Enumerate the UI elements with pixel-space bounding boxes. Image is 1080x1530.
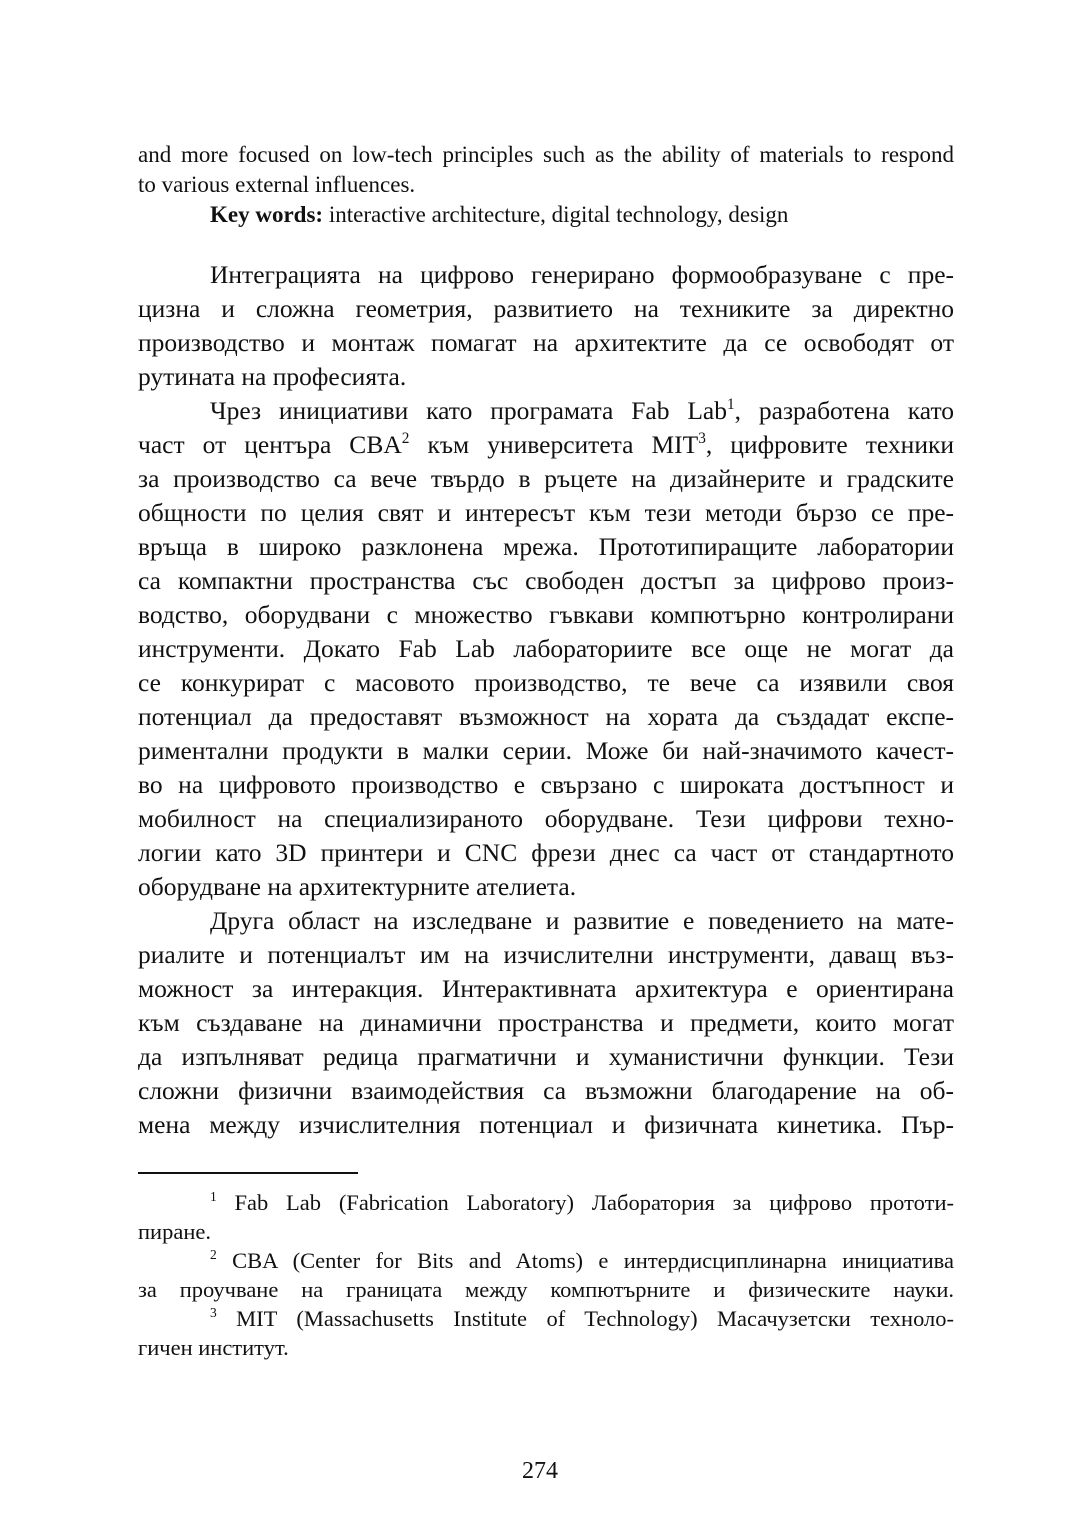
footnote-line: гичен институт. — [138, 1335, 289, 1360]
text-line: водство, оборудвани с множество гъвкави компютърно контролирани — [138, 600, 954, 629]
footnote-separator — [138, 1172, 358, 1174]
abstract-line: to various external influences. — [138, 172, 416, 197]
text-line: потенциал да предоставят възможност на хората да създадат експе- — [138, 702, 954, 731]
text-line — [138, 394, 954, 428]
footnote-line — [138, 1188, 954, 1217]
text-fragment: , цифровите техники — [705, 430, 954, 459]
paragraph-3 — [138, 904, 954, 1142]
footnote-2 — [138, 1246, 954, 1304]
footnote-text: Fab Lab (Fabrication Laboratory) Лаборатория за цифрово прототи- — [216, 1190, 954, 1215]
text-line: цизна и сложна геометрия, развитието на техниките за директно — [138, 294, 954, 323]
footnote-line: пиране. — [138, 1219, 211, 1244]
text-line: за производство са вече твърдо в ръцете на дизайнерите и градските — [138, 464, 954, 493]
footnote-line — [138, 1246, 954, 1275]
text-line: да изпълняват редица прагматични и хуманистични функции. Тези — [138, 1042, 954, 1071]
text-line: риалите и потенциалът им на изчислителни инструменти, даващ въз- — [138, 940, 954, 969]
text-line: во на цифровото производство е свързано с широката достъпност и — [138, 770, 954, 799]
text-line: сложни физични взаимодействия са възможни благодарение на об- — [138, 1076, 954, 1105]
text-line: са компактни пространства със свободен достъп за цифрово произ- — [138, 566, 954, 595]
text-line: връща в широко разклонена мрежа. Прототипиращите лаборатории — [138, 532, 954, 561]
keywords-line — [138, 200, 954, 230]
text-line — [138, 428, 954, 462]
text-line: оборудване на архитектурните ателиета. — [138, 872, 577, 901]
text-line: можност за интеракция. Интерактивната архитектура е ориентирана — [138, 974, 954, 1003]
footnote-ref-3: 3 — [698, 430, 706, 448]
text-line: логии като 3D принтери и CNC фрези днес са част от стандартното — [138, 838, 954, 867]
footnote-ref-1: 1 — [726, 396, 735, 414]
text-line: производство и монтаж помагат на архитектите да се освободят от — [138, 328, 954, 357]
keywords-label: Key words: — [210, 202, 324, 227]
footnote-ref-2: 2 — [401, 430, 410, 448]
footnote-number: 3 — [210, 1305, 217, 1321]
footnote-line: за проучване на границата между компютърните и физическите науки. — [138, 1277, 954, 1302]
keywords-text: interactive architecture, digital technology, design — [323, 202, 789, 227]
footnote-number: 1 — [210, 1189, 217, 1205]
text-line: риментални продукти в малки серии. Може би най-значимото качест- — [138, 736, 954, 765]
text-line: рутината на професията. — [138, 362, 407, 391]
text-line: се конкурират с масовото производство, те вече са изявили своя — [138, 668, 954, 697]
footnote-text: CBA (Center for Bits and Atoms) е интердисциплинарна инициатива — [216, 1248, 954, 1273]
text-line: мена между изчислителния потенциал и физичната кинетика. Пър- — [138, 1110, 954, 1139]
text-fragment: Чрез инициативи като програмата Fab Lab — [210, 396, 727, 425]
page-content — [138, 140, 954, 1362]
abstract-end — [138, 140, 954, 230]
text-line: Друга област на изследване и развитие е поведението на мате- — [210, 906, 954, 935]
text-fragment: , разработена като — [734, 396, 954, 425]
text-fragment: част от центъра CBA — [138, 430, 402, 459]
abstract-line: and more focused on low-tech principles such as the ability of materials to respond — [138, 142, 954, 167]
footnotes — [138, 1188, 954, 1362]
text-line: инструменти. Докато Fab Lab лабораториите все още не могат да — [138, 634, 954, 663]
footnote-3 — [138, 1304, 954, 1362]
text-line: към създаване на динамични пространства и предмети, които могат — [138, 1008, 954, 1037]
text-line: мобилност на специализираното оборудване. Тези цифрови техно- — [138, 804, 954, 833]
footnote-1 — [138, 1188, 954, 1246]
page-number: 274 — [522, 1458, 558, 1484]
footnote-number: 2 — [210, 1247, 217, 1263]
text-line: общности по целия свят и интересът към тези методи бързо се пре- — [138, 498, 954, 527]
text-fragment: към университета MIT — [409, 430, 699, 459]
footnote-text: MIT (Massachusetts Institute of Technology) Масачузетски техноло- — [216, 1306, 954, 1331]
paragraph-2 — [138, 394, 954, 904]
paragraph-1 — [138, 258, 954, 394]
text-line: Интеграцията на цифрово генерирано формообразуване с пре- — [210, 260, 954, 289]
body-text — [138, 258, 954, 1142]
footnote-line — [138, 1304, 954, 1333]
